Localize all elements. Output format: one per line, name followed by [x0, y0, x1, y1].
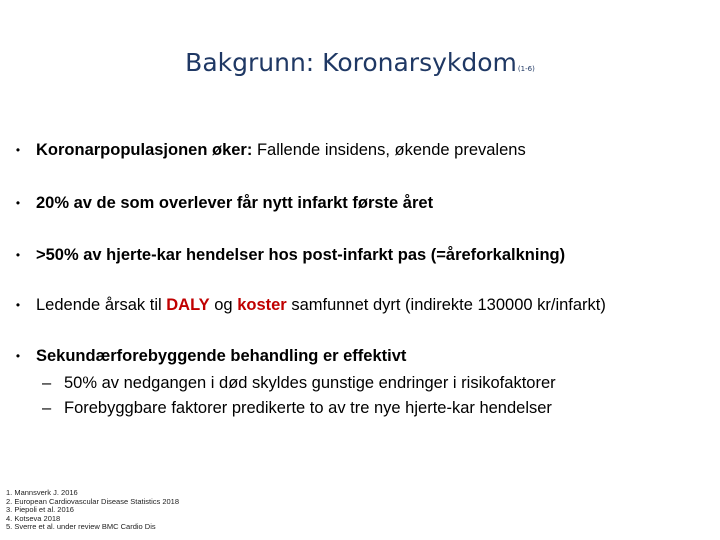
title-reference-marker: (1-6) — [517, 65, 535, 73]
sub-bullet-marker: – — [42, 399, 52, 417]
highlight-daly: DALY — [166, 296, 210, 314]
reference-item: 5. Sverre et al. under review BMC Cardio Dis — [6, 522, 156, 532]
title-text: Bakgrunn: Koronarsykdom — [185, 48, 517, 77]
bullet-bold-text: 20% av de som overlever får nytt infarkt første året — [36, 194, 434, 212]
bullet-bold-text: >50% av hjerte-kar hendelser hos post-infarkt pas (=åreforkalkning) — [36, 246, 566, 264]
bullet-marker: • — [15, 143, 21, 157]
sub-bullet-text: Forebyggbare faktorer predikerte to av tre nye hjerte-kar hendelser — [64, 399, 552, 417]
sub-bullet-item — [42, 398, 552, 418]
bullet-text: samfunnet dyrt (indirekte 130000 kr/infarkt) — [286, 296, 606, 314]
bullet-marker: • — [15, 298, 21, 312]
highlight-koster: koster — [237, 296, 287, 314]
bullet-text: Ledende årsak til — [36, 296, 167, 314]
reference-item: 4. Kotseva 2018 — [6, 513, 61, 523]
bullet-marker: • — [15, 248, 21, 262]
bullet-marker: • — [15, 196, 21, 210]
bullet-bold-text: Sekundærforebyggende behandling er effektivt — [36, 347, 407, 365]
bullet-bold-text: Koronarpopulasjonen øker: — [36, 141, 253, 159]
sub-bullet-marker: – — [42, 374, 52, 392]
reference-item: 1. Mannsverk J. 2016 — [6, 488, 78, 497]
sub-bullet-item — [42, 373, 556, 393]
sub-bullet-text: 50% av nedgangen i død skyldes gunstige endringer i risikofaktorer — [64, 374, 556, 392]
bullet-marker: • — [15, 349, 21, 363]
reference-item: 3. Piepoli et al. 2016 — [6, 505, 74, 515]
reference-list — [6, 489, 179, 532]
bullet-text: Fallende insidens, økende prevalens — [252, 141, 526, 159]
bullet-text: og — [209, 296, 238, 314]
reference-item: 2. European Cardiovascular Disease Statistics 2018 — [6, 496, 180, 506]
slide-title — [0, 48, 720, 77]
